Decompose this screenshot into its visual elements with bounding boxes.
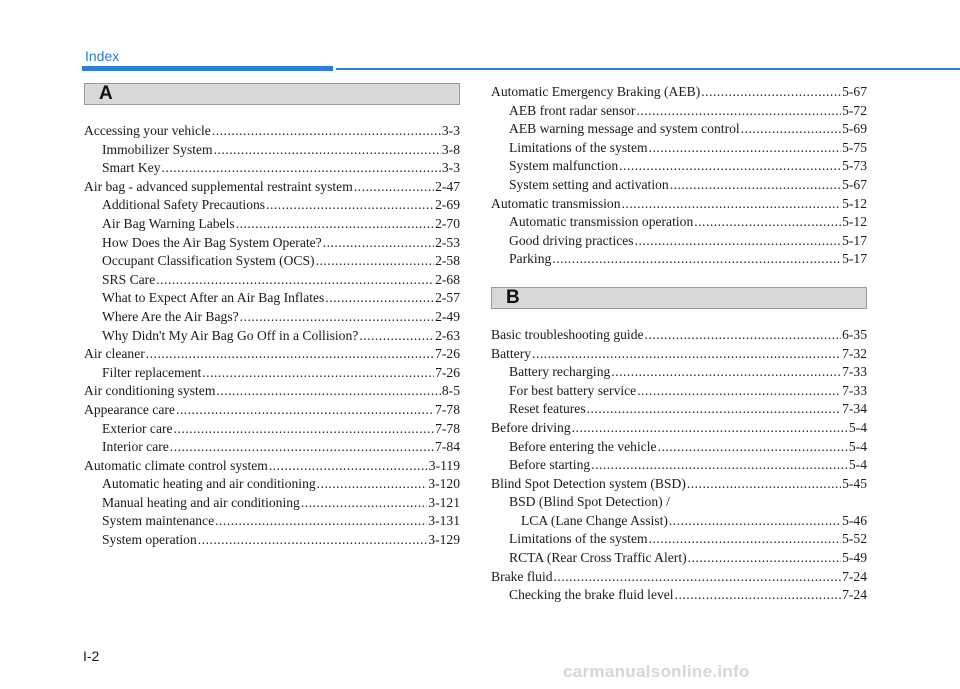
dot-leader (587, 400, 841, 419)
index-entry (491, 586, 867, 605)
dot-leader (170, 438, 434, 457)
entry-text: Accessing your vehicle (84, 123, 211, 138)
entry-page: 5-49 (842, 550, 867, 566)
index-entry (84, 327, 460, 346)
entry-text: What to Expect After an Air Bag Inflates (102, 290, 325, 306)
entry-text: Automatic Emergency Braking (AEB) (491, 84, 701, 99)
entry-page: 3-120 (428, 476, 460, 492)
entry-page: 5-75 (842, 139, 867, 155)
dot-leader (572, 419, 848, 438)
dot-leader (236, 215, 434, 234)
entry-text: Occupant Classification System (OCS) (102, 253, 315, 269)
index-entry (491, 213, 867, 232)
header-rule-thick (82, 66, 333, 71)
index-entry (491, 493, 867, 512)
dot-leader (316, 252, 435, 271)
index-entry (491, 530, 867, 549)
dot-leader (301, 494, 427, 513)
index-entry (84, 215, 460, 234)
dot-leader (635, 232, 842, 251)
entry-text: Appearance care (84, 401, 175, 417)
entry-page: 2-53 (435, 234, 460, 250)
index-entry (84, 382, 460, 401)
entry-text: Manual heating and air conditioning (102, 494, 300, 510)
entry-text: System malfunction (509, 158, 619, 174)
dot-leader (694, 213, 841, 232)
section-gap (491, 269, 867, 287)
entry-text: RCTA (Rear Cross Traffic Alert) (509, 550, 687, 566)
index-entry (491, 250, 867, 269)
index-entry (84, 141, 460, 160)
dot-leader (591, 456, 848, 475)
dot-leader (162, 159, 441, 178)
dot-leader (554, 568, 842, 587)
index-entry (491, 345, 867, 364)
dot-leader (658, 438, 848, 457)
index-entry (491, 232, 867, 251)
left-column (84, 83, 460, 550)
entry-text: Limitations of the system (509, 139, 648, 155)
entry-page: 3-131 (428, 513, 460, 529)
index-entries-a (84, 122, 460, 550)
entry-text: Automatic transmission (491, 195, 621, 211)
entry-text: How Does the Air Bag System Operate? (102, 234, 322, 250)
entry-text: Basic troubleshooting guide (491, 326, 644, 342)
entry-text: Before driving (491, 419, 571, 435)
entry-text: Air Bag Warning Labels (102, 215, 235, 231)
entry-text: Limitations of the system (509, 531, 648, 547)
entry-text: Automatic heating and air conditioning (102, 476, 316, 492)
entry-text: BSD (Blind Spot Detection) / (509, 494, 670, 510)
entry-text: Checking the brake fluid level (509, 587, 674, 603)
entry-page: 5-4 (848, 438, 867, 454)
dot-leader (317, 475, 428, 494)
entry-page: 6-35 (842, 326, 867, 342)
entry-text: Air bag - advanced supplemental restraint system (84, 178, 353, 194)
index-entry (84, 271, 460, 290)
index-entry (84, 475, 460, 494)
entry-text: SRS Care (102, 271, 156, 287)
index-entry (84, 345, 460, 364)
entry-text: System maintenance (102, 513, 215, 529)
index-entry (491, 363, 867, 382)
entry-page: 5-73 (842, 158, 867, 174)
index-entry (84, 420, 460, 439)
entry-text: Parking (509, 251, 552, 267)
section-header-b (491, 287, 867, 309)
entry-text: Blind Spot Detection system (BSD) (491, 475, 686, 491)
index-entry (84, 122, 460, 141)
entry-text: Additional Safety Precautions (102, 197, 266, 213)
dot-leader (552, 250, 841, 269)
entry-text: Immobilizer System (102, 141, 213, 157)
entry-page: 3-8 (441, 141, 460, 157)
entry-page: 3-3 (441, 160, 460, 176)
entry-text: Why Didn't My Air Bag Go Off in a Collision? (102, 327, 359, 343)
index-entry (84, 289, 460, 308)
dot-leader (198, 531, 428, 550)
index-entry (491, 549, 867, 568)
entry-text: Air cleaner (84, 346, 145, 362)
index-entry (491, 475, 867, 494)
dot-leader (212, 122, 441, 141)
index-entry (84, 512, 460, 531)
index-entry (491, 139, 867, 158)
dot-leader (701, 83, 841, 102)
entry-page: 5-12 (842, 195, 867, 211)
entry-text: Good driving practices (509, 232, 634, 248)
entry-text: Battery recharging (509, 364, 611, 380)
entry-page: 3-121 (428, 494, 460, 510)
index-entry (491, 326, 867, 345)
entry-page: 7-84 (435, 439, 460, 455)
index-entry (491, 419, 867, 438)
entry-text: AEB front radar sensor (509, 102, 636, 118)
index-entry (491, 456, 867, 475)
entry-page: 5-67 (842, 176, 867, 192)
dot-leader (240, 308, 434, 327)
index-entry (84, 252, 460, 271)
index-entry (491, 157, 867, 176)
index-entry (84, 494, 460, 513)
index-entry (491, 102, 867, 121)
watermark: carmanualsonline.info (563, 662, 750, 681)
entry-page: 3-119 (428, 457, 460, 473)
dot-leader (156, 271, 434, 290)
index-entries-b (491, 326, 867, 605)
dot-leader (202, 364, 434, 383)
index-entry (84, 159, 460, 178)
index-entry (491, 400, 867, 419)
entry-page: 5-17 (842, 251, 867, 267)
entry-page: 2-49 (435, 308, 460, 324)
index-entry (84, 401, 460, 420)
dot-leader (688, 549, 841, 568)
index-entry (491, 438, 867, 457)
entry-page: 7-33 (842, 382, 867, 398)
index-entry (84, 234, 460, 253)
dot-leader (636, 102, 841, 121)
index-entry (491, 83, 867, 102)
entry-page: 7-26 (435, 364, 460, 380)
dot-leader (637, 382, 841, 401)
header-rule-thin (336, 68, 960, 70)
entry-text: Air conditioning system (84, 383, 216, 399)
entry-text: Before starting (509, 457, 591, 473)
entry-page: 5-69 (842, 121, 867, 137)
entry-page: 2-69 (435, 197, 460, 213)
index-entry (491, 195, 867, 214)
entry-page: 2-68 (435, 271, 460, 287)
entry-text: Filter replacement (102, 364, 202, 380)
entry-page: 7-33 (842, 364, 867, 380)
entry-page: 7-78 (435, 420, 460, 436)
dot-leader (687, 475, 841, 494)
entry-text: Brake fluid (491, 568, 553, 584)
entry-page: 5-52 (842, 531, 867, 547)
entry-page: 5-72 (842, 102, 867, 118)
dot-leader (645, 326, 842, 345)
entry-text: Reset features (509, 401, 586, 417)
dot-leader (174, 420, 435, 439)
dot-leader (354, 178, 434, 197)
entry-text: System setting and activation (509, 176, 669, 192)
entry-page: 3-3 (441, 123, 460, 138)
entry-text: Before entering the vehicle (509, 438, 657, 454)
dot-leader (214, 141, 441, 160)
entry-page: 3-129 (428, 532, 460, 548)
dot-leader (649, 139, 842, 158)
entry-text: Automatic climate control system (84, 457, 268, 473)
entry-page: 7-24 (842, 568, 867, 584)
dot-leader (622, 195, 842, 214)
dot-leader (216, 382, 440, 401)
index-entry (491, 568, 867, 587)
index-entries-a-continued (491, 83, 867, 269)
dot-leader (532, 345, 841, 364)
index-entry (491, 382, 867, 401)
dot-leader (146, 345, 434, 364)
dot-leader (176, 401, 434, 420)
entry-text: Smart Key (102, 160, 161, 176)
entry-page: 7-34 (842, 401, 867, 417)
entry-page: 7-24 (842, 587, 867, 603)
entry-page: 2-57 (435, 290, 460, 306)
index-entry (84, 196, 460, 215)
entry-page: 5-17 (842, 232, 867, 248)
index-entry (84, 457, 460, 476)
entry-text: Interior care (102, 439, 169, 455)
right-column (491, 83, 867, 605)
dot-leader (323, 234, 434, 253)
entry-page: 2-63 (435, 327, 460, 343)
dot-leader (675, 586, 841, 605)
entry-text: Battery (491, 345, 532, 361)
entry-page: 8-5 (441, 383, 460, 399)
entry-page: 7-78 (435, 401, 460, 417)
index-entry (491, 120, 867, 139)
section-letter: A (99, 83, 113, 104)
section-letter: B (506, 286, 520, 308)
entry-text: Automatic transmission operation (509, 214, 694, 230)
entry-page: 5-46 (842, 512, 867, 528)
dot-leader (670, 176, 841, 195)
dot-leader (649, 530, 842, 549)
index-entry (491, 176, 867, 195)
index-entry (491, 512, 867, 531)
entry-page: 2-70 (435, 215, 460, 231)
entry-page: 7-32 (842, 345, 867, 361)
entry-text: Exterior care (102, 420, 173, 436)
entry-text: LCA (Lane Change Assist) (521, 512, 668, 528)
dot-leader (215, 512, 427, 531)
entry-page: 5-45 (842, 475, 867, 491)
entry-page: 5-4 (848, 419, 867, 435)
dot-leader (669, 512, 841, 531)
section-header-a (84, 83, 460, 105)
entry-text: For best battery service (509, 382, 637, 398)
index-entry (84, 364, 460, 383)
dot-leader (325, 289, 434, 308)
index-header-title: Index (85, 48, 120, 64)
entry-page: 2-58 (435, 253, 460, 269)
index-entry (84, 178, 460, 197)
entry-text: AEB warning message and system control (509, 121, 740, 137)
entry-page: 5-12 (842, 214, 867, 230)
dot-leader (619, 157, 841, 176)
entry-text: System operation (102, 532, 197, 548)
index-entry (84, 308, 460, 327)
dot-leader (359, 327, 434, 346)
entry-text: Where Are the Air Bags? (102, 308, 239, 324)
dot-leader (266, 196, 434, 215)
dot-leader (269, 457, 428, 476)
entry-page: 2-47 (435, 178, 460, 194)
index-entry (84, 531, 460, 550)
dot-leader (611, 363, 841, 382)
entry-page: 7-26 (435, 346, 460, 362)
dot-leader (741, 120, 841, 139)
entry-page: 5-67 (842, 84, 867, 99)
index-entry (84, 438, 460, 457)
page-number: I-2 (83, 648, 100, 664)
entry-page: 5-4 (848, 457, 867, 473)
